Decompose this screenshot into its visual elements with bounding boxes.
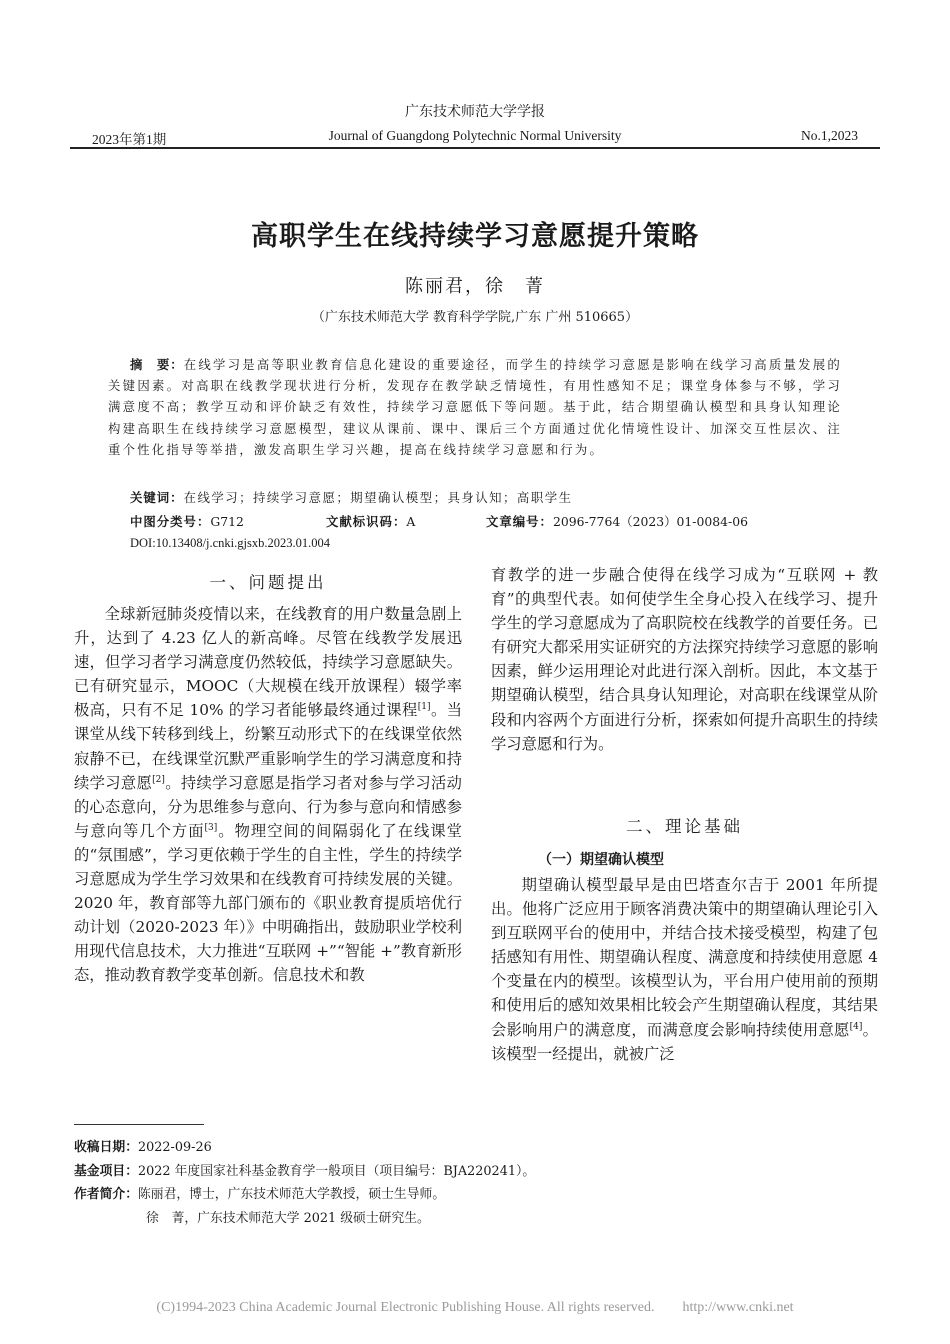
paper-title: 高职学生在线持续学习意愿提升策略	[251, 221, 699, 252]
keywords	[130, 488, 850, 506]
received-value: 2022-09-26	[137, 1140, 212, 1155]
text-run: 。物理空间的间隔弱化了在线课堂的“氛围感”，学习更依赖于学生的自主性，学生的持续学习意愿成为学生学习效果和在线教育可持续发展的关键。2020 年，教育部等九部门颁布的《职业教育提质培优行动计划（2020-2023 年）》中明确指出，鼓励职业学校利用现代信息技术，大力推进“互联网 +”“智能 +”教育新形态，推动教育教学变革创新。信息技术和教	[74, 821, 462, 985]
citation: [1]	[417, 702, 431, 713]
article-value: 2096-7764（2023）01-0084-06	[552, 514, 748, 529]
subsection-heading: （一）期望确认模型	[538, 852, 664, 868]
keywords-text: 在线学习；持续学习意愿；期望确认模型；具身认知；高职学生	[183, 490, 573, 505]
section-heading-1: 一、问题提出	[209, 573, 327, 592]
body-right-column-2	[491, 873, 878, 1066]
citation: [2]	[152, 774, 165, 785]
clc-number	[130, 512, 244, 530]
body-left-column	[74, 602, 462, 988]
text-run: 期望确认模型最早是由巴塔查尔吉于 2001 年所提出。他将广泛应用于顾客消费决策中的期望确认理论引入到互联网平台的使用中，并结合技术接受模型，构建了包括感知有用性、期望确认程度、满意度和持续使用意愿 4 个变量在内的模型。该模型认为，平台用户使用前的预期和使用后的感知效果相比较会产生期望确认程度，其结果会影响用户的满意度，而满意度会影响持续使用意愿	[491, 876, 878, 1039]
received-date	[74, 1136, 874, 1160]
paragraph-continued: 育教学的进一步融合使得在线学习成为“互联网 + 教育”的典型代表。如何使学生全身心投入在线学习、提升学生的学习意愿成为了高职院校在线教学的首要任务。已有研究大都采用实证研究的方法探究持续学习意愿的影响因素，鲜少运用理论对此进行深入剖析。因此，本文基于期望确认模型，结合具身认知理论，对高职在线课堂从阶段和内容两个方面进行分析，探索如何提升高职生的持续学习意愿和行为。	[491, 566, 878, 753]
article-label: 文章编号：	[486, 514, 553, 529]
doi: DOI:10.13408/j.cnki.gjsxb.2023.01.004	[130, 536, 330, 550]
doc-value: A	[406, 514, 416, 529]
fund-label: 基金项目：	[74, 1163, 138, 1179]
journal-name: 广东技术师范大学学报	[405, 104, 545, 120]
issue-number-en: No.1,2023	[801, 128, 858, 143]
text-run: 。持续学习意愿是指学习者对参与学习活动的心态意向，分为思维参与意向、行为参与意向和情感参与意向等几个方面	[74, 773, 462, 840]
footnote-rule	[74, 1124, 204, 1125]
doc-code	[326, 512, 415, 530]
abstract	[108, 354, 842, 460]
fund-info	[74, 1160, 874, 1184]
text-run: 全球新冠肺炎疫情以来，在线教育的用户数量急剧上升，达到了 4.23 亿人的新高峰。尽管在线教学发展迅速，但学习者学习满意度仍然较低，持续学习意愿缺失。已有研究显示，MOOC（大规模在线开放课程）辍学率极高，只有不足 10% 的学习者能够最终通过课程	[74, 605, 462, 720]
citation: [4]	[849, 1021, 863, 1032]
affiliation: （广东技术师范大学 教育科学学院,广东 广州 510665）	[311, 310, 639, 325]
section-heading-2: 二、理论基础	[626, 817, 743, 836]
keywords-label: 关键词：	[130, 490, 184, 505]
clc-label: 中图分类号：	[130, 514, 211, 529]
footnotes	[74, 1136, 874, 1230]
text-run: 。该模型一经提出，就被广泛	[491, 1020, 878, 1063]
paragraph	[74, 602, 462, 988]
text-run: 。当课堂从线下转移到线上，纷繁互动形式下的在线课堂依然寂静不已，在线课堂沉默严重影响学生的学习满意度和持续学习意愿	[74, 701, 462, 792]
copyright-watermark: (C)1994-2023 China Academic Journal Electronic Publishing House. All rights reserved. http://www.cnki.net	[156, 1300, 794, 1315]
body-right-column	[491, 563, 878, 756]
issue-number-cn: 2023年第1期	[92, 132, 167, 147]
clc-value: G712	[210, 514, 244, 529]
doc-label: 文献标识码：	[326, 514, 407, 529]
author-list: 陈丽君，徐 菁	[405, 276, 545, 297]
article-number	[486, 512, 748, 530]
abstract-text: 在线学习是高等职业教育信息化建设的重要途径，而学生的持续学习意愿是影响在线学习高质量发展的关键因素。对高职在线教学现状进行分析，发现存在教学缺乏情境性，有用性感知不足；课堂身体参与不够，学习满意度不高；教学互动和评价缺乏有效性，持续学习意愿低下等问题。基于此，结合期望确认模型和具身认知理论构建高职生在线持续学习意愿模型，建议从课前、课中、课后三个方面通过优化情境性设计、加深交互性层次、注重个性化指导等举措，激发高职生学习兴趣，提高在线持续学习意愿和行为。	[108, 357, 843, 457]
bio-value-2: 徐 菁，广东技术师范大学 2021 级硕士研究生。	[146, 1210, 430, 1226]
abstract-label: 摘 要：	[130, 357, 184, 372]
citation: [3]	[204, 822, 218, 833]
header-rule	[70, 147, 880, 149]
author-bio-2	[74, 1207, 874, 1231]
bio-value-1: 陈丽君，博士，广东技术师范大学教授，硕士生导师。	[137, 1187, 446, 1202]
journal-name-english: Journal of Guangdong Polytechnic Normal University	[328, 128, 622, 143]
received-label: 收稿日期：	[74, 1140, 138, 1155]
author-bio	[74, 1183, 874, 1207]
fund-value: 2022 年度国家社科基金教育学一般项目（项目编号：BJA220241）。	[137, 1163, 536, 1179]
bio-label: 作者简介：	[74, 1187, 138, 1202]
paragraph	[491, 873, 878, 1066]
